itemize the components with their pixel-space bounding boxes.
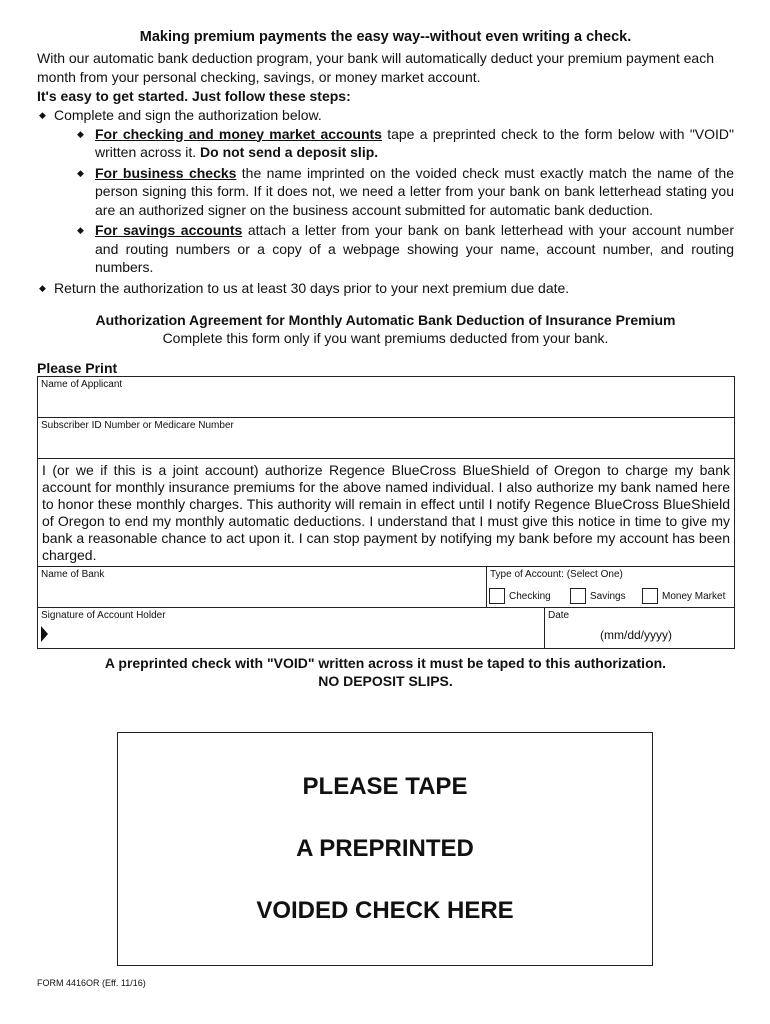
page — [37, 28, 735, 988]
step-1-text: Complete and sign the authorization below. — [54, 107, 322, 123]
bullet-icon: ◆ — [77, 128, 84, 139]
signature-label: Signature of Account Holder — [41, 610, 166, 621]
money-market-option[interactable] — [642, 588, 725, 604]
signature-field[interactable] — [38, 608, 545, 648]
date-format-hint: (mm/dd/yyyy) — [600, 628, 672, 642]
date-label: Date — [548, 610, 570, 621]
bullet-icon: ◆ — [77, 225, 84, 235]
tape-line-1: PLEASE TAPE — [302, 773, 468, 800]
bank-name-label: Name of Bank — [41, 569, 105, 580]
sub-step-savings-label: For savings accounts — [95, 222, 243, 238]
sub-step-savings-text: attach a letter from your bank on bank letterhead with your account number and routing numbers or a copy of a webpage showing your name, account number, and routing numbers. — [95, 222, 735, 275]
bank-row — [38, 567, 734, 608]
authorization-form — [37, 376, 735, 649]
sub-step-business-text: the name imprinted on the voided check must exactly match the name of the person signing this form. If it does not, we need a letter from your bank on bank letterhead stating you are an authorized signer on the business account submitted for automatic bank deduction. — [95, 164, 734, 218]
tape-line-2: A PREPRINTED — [296, 835, 474, 862]
signature-row — [38, 608, 734, 648]
form-number: FORM 4416OR (Eff. 11/16) — [37, 978, 146, 988]
sub-step-checking — [37, 125, 734, 162]
date-field[interactable] — [545, 608, 734, 648]
sub-step-business — [37, 164, 734, 220]
subscriber-id-field[interactable] — [38, 418, 734, 459]
checking-label: Checking — [509, 590, 551, 602]
void-check-notice: A preprinted check with "VOID" written across it must be taped to this authorization. — [104, 655, 667, 671]
step-2 — [37, 279, 734, 298]
easy-start-heading: It's easy to get started. Just follow these steps: — [37, 88, 351, 104]
bank-name-field[interactable] — [38, 567, 487, 607]
account-type-options — [489, 588, 725, 604]
sub-step-checking-text: tape a preprinted check to the form below with "VOID" written across it. — [95, 125, 734, 160]
step-2-text: Return the authorization to us at least 30 days prior to your next premium due date. — [54, 279, 570, 296]
step-1 — [37, 106, 734, 277]
sub-step-checking-bold: Do not send a deposit slip. — [200, 144, 379, 160]
bullet-icon: ◆ — [77, 167, 84, 178]
checking-option[interactable] — [489, 588, 570, 604]
sub-step-savings — [37, 221, 734, 277]
agreement-subtitle: Complete this form only if you want premiums deducted from your bank. — [162, 330, 609, 346]
authorization-text-row — [38, 459, 734, 567]
agreement-title: Authorization Agreement for Monthly Automatic Bank Deduction of Insurance Premium — [95, 312, 676, 328]
savings-checkbox[interactable] — [570, 588, 586, 604]
applicant-name-label: Name of Applicant — [41, 379, 123, 390]
bullet-icon: ◆ — [39, 282, 46, 293]
tape-check-area — [117, 732, 653, 966]
steps-list — [37, 106, 734, 297]
tape-line-3: VOIDED CHECK HERE — [256, 897, 514, 924]
page-title: Making premium payments the easy way--without even writing a check. — [139, 29, 632, 45]
sub-steps-list — [37, 125, 734, 277]
sign-here-arrow-icon — [41, 626, 48, 642]
applicant-name-field[interactable] — [38, 377, 734, 418]
no-deposit-slips-notice: NO DEPOSIT SLIPS. — [318, 673, 453, 689]
money-market-label: Money Market — [662, 590, 726, 602]
intro-paragraph: With our automatic bank deduction program, your bank will automatically deduct your premium payment each month from your personal checking, savings, or money market account. — [37, 50, 714, 85]
authorization-text: I (or we if this is a joint account) authorize Regence BlueCross BlueShield of Oregon to charge my bank account for monthly insurance premiums for the above named individual. I also authorize my bank named here to honor these monthly charges. This authority will remain in effect until I notify Regence BlueCross BlueShield of Oregon to end my monthly automatic deductions. I understand that I must give this notice in time to give my bank a reasonable chance to act upon it. I can stop payment by notifying my bank before my account has been charged. — [42, 462, 730, 563]
subscriber-id-label: Subscriber ID Number or Medicare Number — [41, 420, 234, 431]
account-type-label: Type of Account: (Select One) — [490, 569, 623, 580]
sub-step-business-label: For business checks — [95, 164, 237, 181]
savings-option[interactable] — [570, 588, 642, 604]
account-type-cell — [487, 567, 734, 607]
bullet-icon: ◆ — [39, 110, 46, 120]
please-print-label: Please Print — [37, 360, 118, 376]
savings-label: Savings — [590, 590, 626, 602]
sub-step-checking-label: For checking and money market accounts — [95, 125, 382, 142]
money-market-checkbox[interactable] — [642, 588, 658, 604]
checking-checkbox[interactable] — [489, 588, 505, 604]
